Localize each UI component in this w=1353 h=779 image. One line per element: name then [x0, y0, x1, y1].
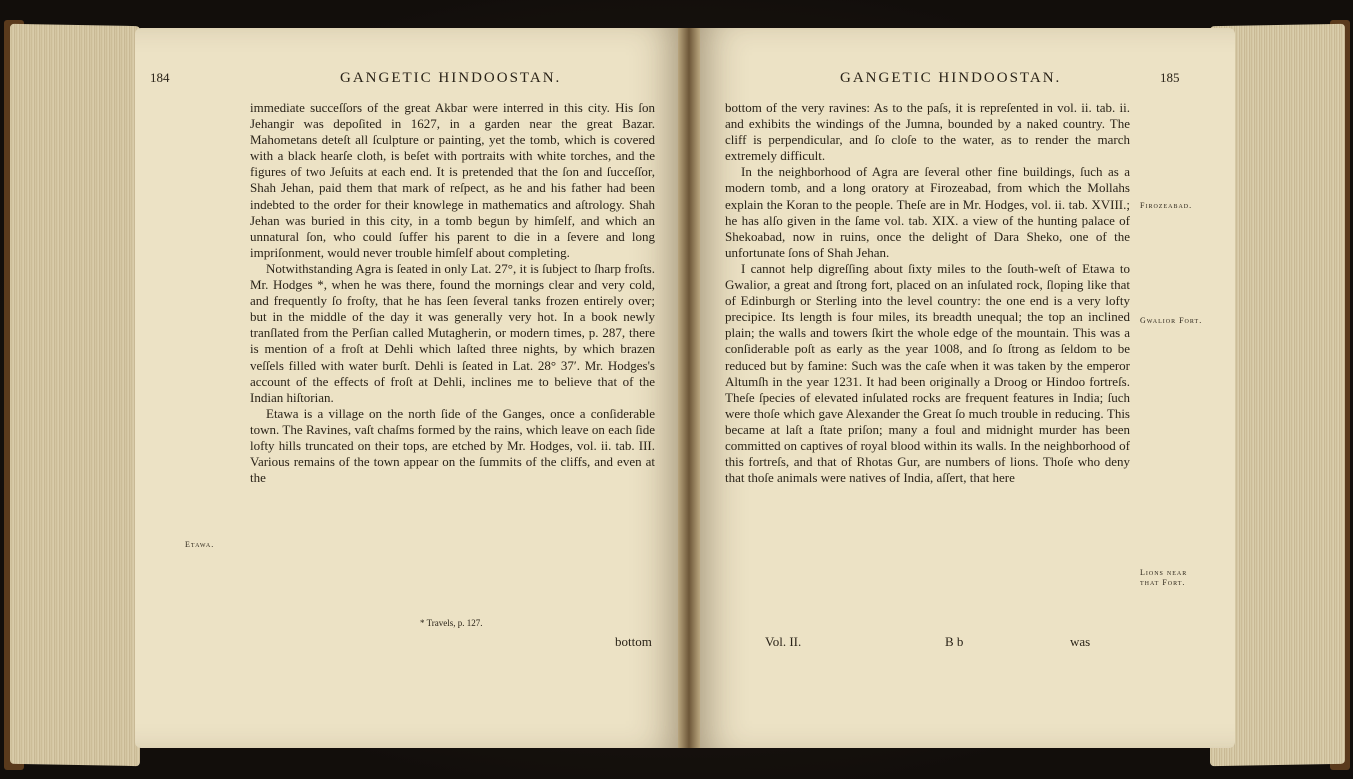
- right-page-number: 185: [1160, 70, 1180, 85]
- left-footnote: * Travels, p. 127.: [420, 618, 483, 628]
- right-paragraph-3: I cannot help digreſſing about ſixty miles to the ſouth-weſt of Etawa to Gwalior, a great and ſtrong fort, placed on an inſulated rock, ſloping like that of Edinburgh or Sterling into the level country: the one end is a very lofty precipice. Its length is four miles, its breadth unequal; the top an inclined plain; the walls and towers ſkirt the whole edge of the mountain. This was a conſiderable poſt as early as the year 1008, and ſo ſtrong as ſeldom to be reduced but by famine: Such was the caſe when it was taken by the emperor Altumſh in the year 1231. It had been originally a Droog or Hindoo fortreſs. Theſe ſpecies of elevated inſulated rocks are frequent features in India; ſuch were thoſe which gave Alexander the Great ſo much trouble in reducing. This became at laſt a ſtate priſon; many a foul and midnight murder has been committed on captives of royal blood within its walls. In the neighborhood of this fortreſs, and that of Rhotas Gur, are numbers of lions. Thoſe who deny that thoſe animals were natives of India, aſſert, that here: [725, 260, 1130, 486]
- left-body: [250, 100, 655, 486]
- right-body: [725, 100, 1130, 486]
- right-catchword: was: [1070, 634, 1091, 649]
- margin-note-gwalior-fort: Gwalior Fort.: [1140, 316, 1203, 325]
- right-signature-mark: B b: [945, 634, 964, 649]
- right-volume-mark: Vol. II.: [765, 634, 802, 649]
- left-running-head: GANGETIC HINDOOSTAN.: [340, 70, 562, 86]
- left-page-number: 184: [150, 70, 170, 85]
- right-running-head: GANGETIC HINDOOSTAN.: [840, 70, 1062, 86]
- left-catchword: bottom: [615, 634, 652, 649]
- margin-note-lions: Lions near that Fort.: [1140, 568, 1188, 587]
- margin-note-etawa: Etawa.: [185, 540, 215, 549]
- left-paragraph-3: Etawa is a village on the north ſide of the Ganges, once a conſiderable town. The Ravines, vaſt chaſms formed by the rains, which leave on each ſide lofty hills truncated on their tops, are etched by Mr. Hodges, vol. ii. tab. III. Various remains of the town appear on the ſummits of the cliffs, and even at the: [250, 405, 655, 486]
- left-page-edges: [10, 24, 140, 766]
- right-paragraph-2: In the neighborhood of Agra are ſeveral other fine buildings, ſuch as a modern tomb, and a long oratory at Firozeabad, from which the Mollahs explain the Koran to the people. Theſe are in Mr. Hodges, vol. ii. tab. XVIII.; he has alſo given in the ſame vol. tab. XIX. a view of the hunting palace of Shekoabad, now in ruins, once the delight of Dara Sheko, one of the unfortunate ſons of Shah Jehan.: [725, 164, 1130, 260]
- left-paragraph-2: Notwithstanding Agra is ſeated in only Lat. 27°, it is ſubject to ſharp froſts. Mr. Hodges *, when he was there, found the mornings clear and very cold, and frequently ſo froſty, that he has ſeen ſeveral tanks frozen entirely over; but in the middle of the day it was generally very hot. In a book newly tranſlated from the Perſian called Mutagherin, or modern times, p. 287, there is mention of a froſt at Dehli which laſted three nights, by which brazen veſſels filled with water burſt. Dehli is ſeated in Lat. 28° 37′. Mr. Hodges's account of the effects of froſt at Dehli, inclines me to believe that of the Indian hiſtorian.: [250, 260, 655, 405]
- left-paragraph-1: immediate succeſſors of the great Akbar were interred in this city. His ſon Jehangir was depoſited in 1627, in a garden near the great Bazar. Mahometans deteſt all ſculpture or painting, yet the tomb, which is covered with a black hearſe cloth, is beſet with portraits with white torches, and the figures of two Jeſuits at each end. It is pretended that the ſon and ſucceſſor, Shah Jehan, paid them that mark of reſpect, as he and his father had been indebted to the order for their knowlege in mathematics and aſtrology. Shah Jehan was buried in this city, in a tomb begun by himſelf, and which an unnatural ſon, who could ſuffer his parent to die in a ſevere and long impriſonment, would never trouble himſelf about completing.: [250, 100, 655, 260]
- book-gutter: [678, 28, 700, 748]
- right-paragraph-1: bottom of the very ravines: As to the paſs, it is repreſented in vol. ii. tab. ii. and exhibits the windings of the Jumna, bounded by a naked country. The cliff is perpendicular, and ſo cloſe to the water, as to render the march extremely difficult.: [725, 100, 1130, 164]
- margin-note-firozeabad: Firozeabad.: [1140, 201, 1193, 210]
